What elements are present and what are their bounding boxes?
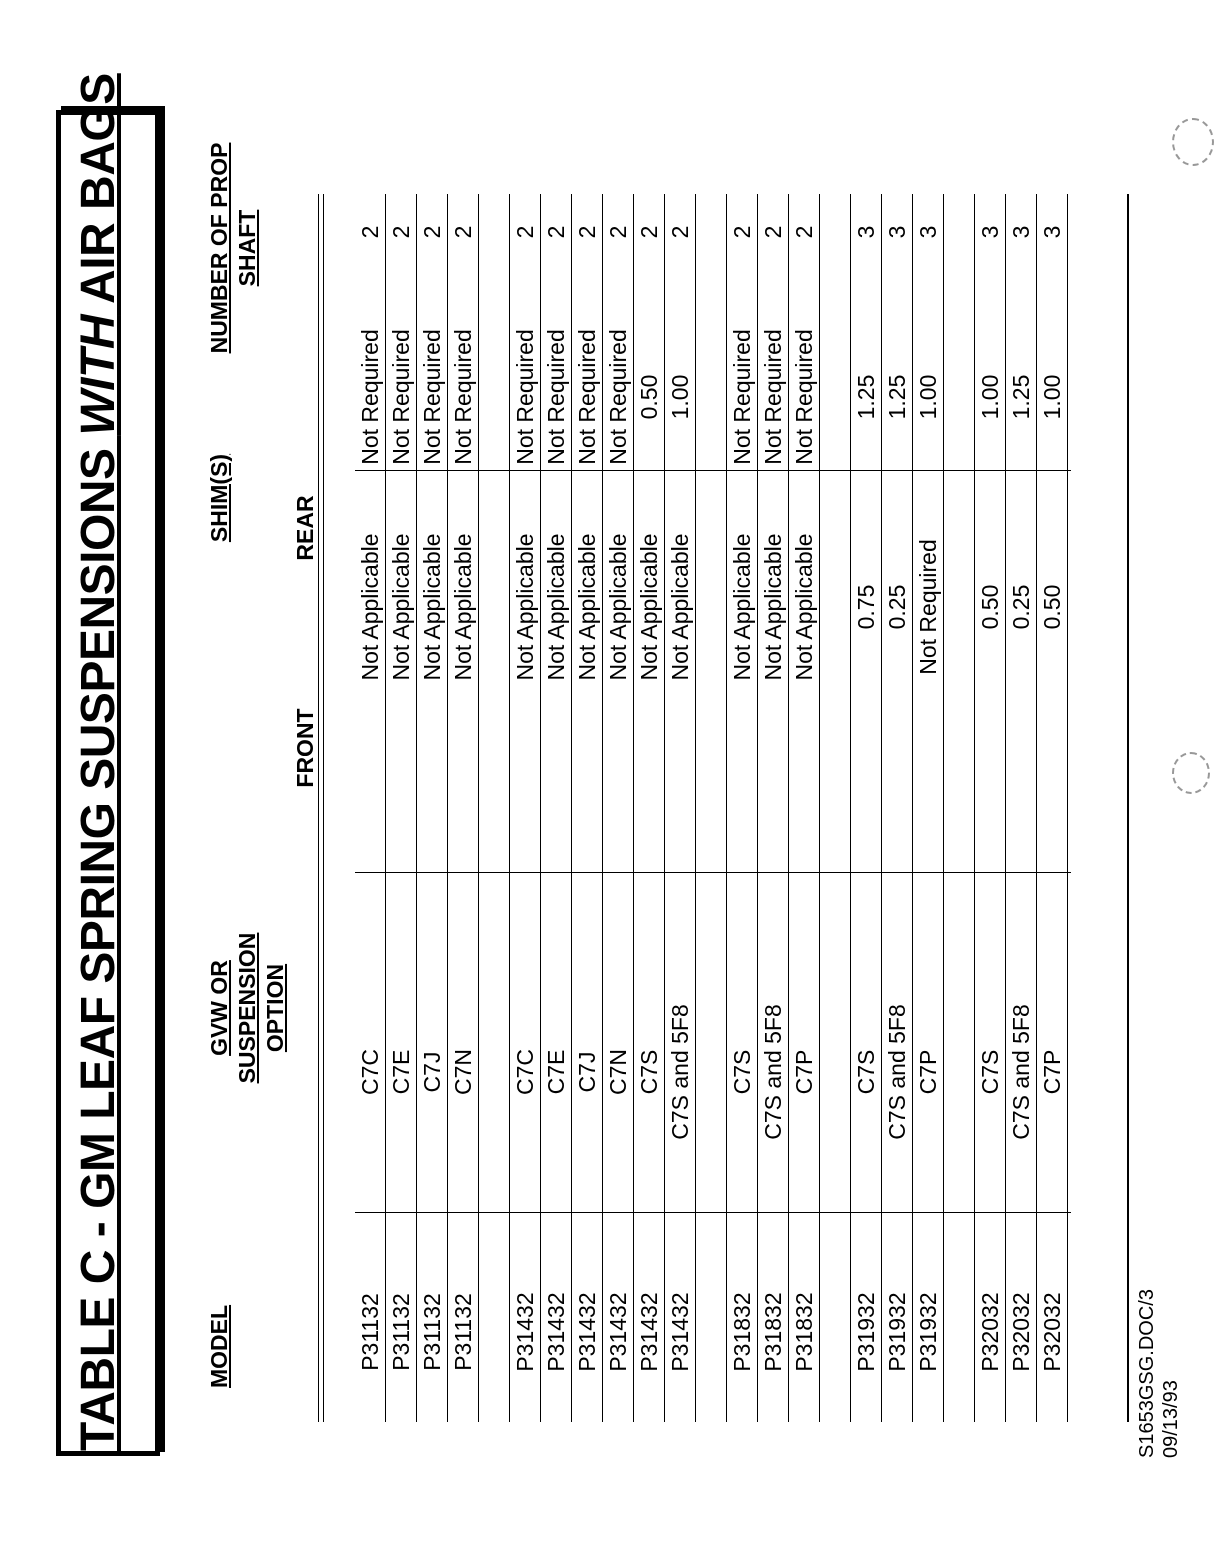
cell-model: P31132	[450, 1293, 476, 1371]
cell-model: P31932	[915, 1292, 941, 1372]
cell-gvw: C7C	[512, 1049, 538, 1096]
title-emphasis: WITH	[72, 315, 125, 436]
cell-rear-shim: 1.25	[853, 374, 879, 420]
cell-rear-shim: Not Required	[512, 329, 538, 465]
footer-rule	[1127, 194, 1129, 1422]
scan-blot	[1172, 752, 1210, 794]
cell-rear-shim: Not Required	[729, 329, 755, 465]
cell-front-shim: Not Applicable	[667, 533, 693, 681]
cell-prop-shafts: 2	[357, 225, 383, 239]
cell-gvw: C7S and 5F8	[884, 1004, 910, 1140]
cell-model: P31132	[419, 1293, 445, 1371]
cell-prop-shafts: 3	[884, 225, 910, 239]
cell-rear-shim: 1.00	[977, 374, 1003, 420]
cell-prop-shafts: 2	[574, 225, 600, 239]
cell-model: P32032	[1008, 1292, 1034, 1372]
cell-gvw: C7J	[419, 1051, 445, 1093]
cell-model: P31832	[729, 1292, 755, 1372]
cell-front-shim: Not Applicable	[543, 533, 569, 681]
header-model: MODEL	[206, 1304, 232, 1388]
cell-front-shim: Not Required	[915, 539, 941, 675]
cell-model: P31132	[357, 1293, 383, 1371]
header-gvw-line1: GVW OR	[206, 960, 232, 1056]
cell-prop-shafts: 2	[791, 225, 817, 239]
cell-model: P32032	[977, 1292, 1003, 1372]
cell-front-shim: Not Applicable	[791, 533, 817, 681]
table-row	[851, 194, 882, 1422]
table-spacer-row	[696, 194, 727, 1422]
header-rear: REAR	[292, 495, 318, 561]
cell-gvw: C7S	[636, 1049, 662, 1095]
footer-doc-id: S1653GSG.DOC/3	[1136, 1289, 1158, 1458]
cell-front-shim: Not Applicable	[574, 533, 600, 681]
cell-model: P31432	[605, 1292, 631, 1372]
cell-rear-shim: Not Required	[574, 329, 600, 465]
cell-gvw: C7J	[574, 1051, 600, 1093]
page-title	[71, 73, 126, 1451]
cell-rear-shim: Not Required	[388, 329, 414, 465]
title-box	[56, 73, 160, 1456]
cell-rear-shim: 1.25	[884, 374, 910, 420]
cell-gvw: C7S	[977, 1049, 1003, 1095]
cell-model: P31932	[853, 1292, 879, 1372]
cell-front-shim: Not Applicable	[636, 533, 662, 681]
cell-prop-shafts: 2	[636, 225, 662, 239]
cell-rear-shim: 1.25	[1008, 374, 1034, 420]
cell-front-shim: 0.50	[1039, 584, 1065, 630]
cell-model: P32032	[1039, 1292, 1065, 1372]
table-row	[541, 194, 572, 1422]
title-tail: AIR BAGS	[72, 73, 125, 316]
table-row	[1006, 194, 1037, 1422]
table-row	[417, 194, 448, 1422]
header-gvw-line3: OPTION	[262, 963, 288, 1053]
cell-prop-shafts: 3	[1039, 225, 1065, 239]
table-spacer-row	[820, 194, 851, 1422]
cell-model: P31932	[884, 1292, 910, 1372]
cell-prop-shafts: 2	[450, 225, 476, 239]
table-row	[727, 194, 758, 1422]
header-front: FRONT	[292, 708, 318, 788]
cell-gvw: C7S and 5F8	[667, 1004, 693, 1140]
cell-rear-shim: Not Required	[450, 329, 476, 465]
cell-gvw: C7S and 5F8	[1008, 1004, 1034, 1140]
cell-model: P31432	[543, 1292, 569, 1372]
cell-gvw: C7N	[450, 1049, 476, 1096]
cell-front-shim: 0.75	[853, 584, 879, 630]
cell-front-shim: Not Applicable	[512, 533, 538, 681]
cell-model: P31832	[791, 1292, 817, 1372]
cell-prop-shafts: 2	[667, 225, 693, 239]
cell-prop-shafts: 3	[853, 225, 879, 239]
cell-model: P31432	[574, 1292, 600, 1372]
cell-front-shim: Not Applicable	[357, 533, 383, 681]
header-prop-line1: NUMBER OF PROP	[206, 142, 232, 354]
scan-blot	[1172, 118, 1214, 166]
cell-gvw: C7P	[791, 1049, 817, 1095]
cell-prop-shafts: 2	[605, 225, 631, 239]
cell-model: P31432	[636, 1292, 662, 1372]
cell-prop-shafts: 2	[388, 225, 414, 239]
table-row	[913, 194, 944, 1422]
cell-rear-shim: 1.00	[667, 374, 693, 420]
cell-model: P31132	[388, 1293, 414, 1371]
cell-rear-shim: 1.00	[915, 374, 941, 420]
header-shims: SHIM(S)	[206, 453, 232, 543]
cell-front-shim: Not Applicable	[760, 533, 786, 681]
cell-prop-shafts: 2	[543, 225, 569, 239]
cell-gvw: C7C	[357, 1049, 383, 1096]
footer-date: 09/13/93	[1160, 1380, 1182, 1458]
table-row	[510, 194, 541, 1422]
table-spacer-row	[944, 194, 975, 1422]
header-prop-line2: SHAFT	[234, 209, 260, 287]
cell-rear-shim: Not Required	[419, 329, 445, 465]
cell-gvw: C7E	[543, 1049, 569, 1095]
cell-prop-shafts: 3	[915, 225, 941, 239]
cell-front-shim: Not Applicable	[419, 533, 445, 681]
cell-front-shim: 0.25	[884, 584, 910, 630]
table-row	[634, 194, 665, 1422]
cell-rear-shim: Not Required	[791, 329, 817, 465]
cell-rear-shim: 1.00	[1039, 374, 1065, 420]
cell-prop-shafts: 3	[1008, 225, 1034, 239]
cell-model: P31432	[512, 1292, 538, 1372]
table-row	[975, 194, 1006, 1422]
cell-gvw: C7S	[729, 1049, 755, 1095]
table-row	[758, 194, 789, 1422]
cell-front-shim: Not Applicable	[729, 533, 755, 681]
cell-gvw: C7P	[1039, 1049, 1065, 1095]
cell-prop-shafts: 2	[760, 225, 786, 239]
table-row	[355, 194, 386, 1422]
table-row	[603, 194, 634, 1422]
cell-gvw: C7E	[388, 1049, 414, 1095]
cell-rear-shim: Not Required	[605, 329, 631, 465]
cell-prop-shafts: 2	[419, 225, 445, 239]
cell-front-shim: 0.50	[977, 584, 1003, 630]
header-double-rule	[318, 194, 324, 1422]
cell-gvw: C7S and 5F8	[760, 1004, 786, 1140]
table-row	[1037, 194, 1068, 1422]
table-row	[882, 194, 913, 1422]
cell-gvw: C7S	[853, 1049, 879, 1095]
table-row	[448, 194, 479, 1422]
table-spacer-row	[479, 194, 510, 1422]
table-row	[386, 194, 417, 1422]
cell-prop-shafts: 2	[512, 225, 538, 239]
cell-front-shim: Not Applicable	[388, 533, 414, 681]
cell-model: P31432	[667, 1292, 693, 1372]
cell-prop-shafts: 2	[729, 225, 755, 239]
cell-model: P31832	[760, 1292, 786, 1372]
cell-rear-shim: Not Required	[760, 329, 786, 465]
title-main: TABLE C - GM LEAF SPRING SUSPENSIONS	[72, 435, 125, 1451]
cell-rear-shim: 0.50	[636, 374, 662, 420]
cell-front-shim: 0.25	[1008, 584, 1034, 630]
header-gvw-line2: SUSPENSION	[234, 932, 260, 1084]
cell-prop-shafts: 3	[977, 225, 1003, 239]
cell-front-shim: Not Applicable	[605, 533, 631, 681]
cell-gvw: C7P	[915, 1049, 941, 1095]
cell-rear-shim: Not Required	[357, 329, 383, 465]
table-row	[789, 194, 820, 1422]
cell-rear-shim: Not Required	[543, 329, 569, 465]
cell-gvw: C7N	[605, 1049, 631, 1096]
table-row	[572, 194, 603, 1422]
table-row	[665, 194, 696, 1422]
cell-front-shim: Not Applicable	[450, 533, 476, 681]
